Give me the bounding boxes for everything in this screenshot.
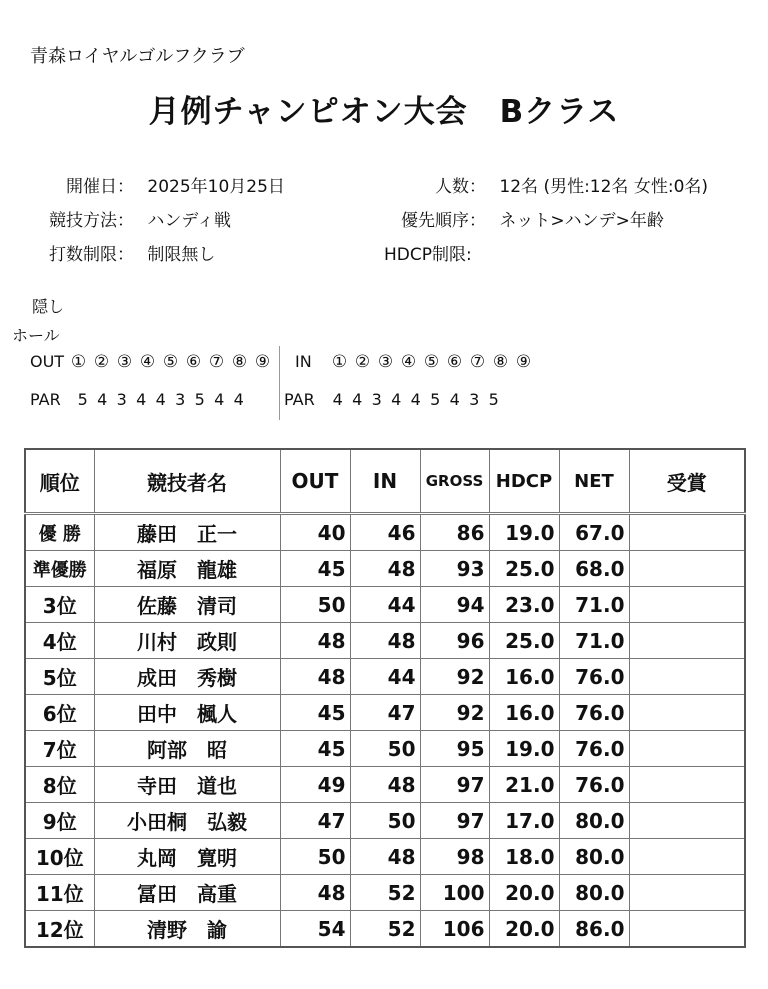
cell-hdcp: 19.0 [489, 514, 559, 551]
hdcp-limit-label: HDCP制限: [384, 245, 472, 265]
cell-award [629, 659, 745, 695]
cell-out: 40 [280, 514, 350, 551]
cell-hdcp: 16.0 [489, 659, 559, 695]
count-label: 人数： [435, 177, 486, 197]
in-hole: ④ [400, 352, 417, 372]
table-row [25, 551, 745, 587]
out-hole: ② [93, 352, 110, 372]
cell-hdcp: 17.0 [489, 803, 559, 839]
cell-rank: 4位 [25, 623, 94, 659]
cell-out: 45 [280, 695, 350, 731]
out-hole: ⑤ [162, 352, 179, 372]
cell-player-name: 藤田 正一 [94, 514, 280, 551]
table-row [25, 731, 745, 767]
out-hole: ① [70, 352, 87, 372]
cell-hdcp: 18.0 [489, 839, 559, 875]
col-header-net: NET [559, 449, 629, 514]
in-hole: ⑤ [423, 352, 440, 372]
cell-net: 80.0 [559, 875, 629, 911]
date-label: 開催日： [66, 177, 134, 197]
cell-gross: 92 [420, 695, 489, 731]
cell-net: 76.0 [559, 659, 629, 695]
cell-player-name: 小田桐 弘毅 [94, 803, 280, 839]
cell-net: 86.0 [559, 911, 629, 948]
cell-player-name: 川村 政則 [94, 623, 280, 659]
cell-award [629, 551, 745, 587]
cell-in: 50 [350, 803, 420, 839]
cell-rank: 11位 [25, 875, 94, 911]
in-par-value: 4 [332, 390, 343, 409]
cell-gross: 95 [420, 731, 489, 767]
cell-player-name: 丸岡 寛明 [94, 839, 280, 875]
cell-net: 80.0 [559, 839, 629, 875]
cell-award [629, 839, 745, 875]
in-label: IN [295, 352, 312, 371]
out-par-label: PAR [30, 390, 61, 409]
cell-award [629, 803, 745, 839]
cell-rank: 10位 [25, 839, 94, 875]
cell-gross: 97 [420, 767, 489, 803]
cell-rank: 3位 [25, 587, 94, 623]
cell-award [629, 623, 745, 659]
cell-in: 50 [350, 731, 420, 767]
cell-net: 71.0 [559, 623, 629, 659]
count-value: 12名 (男性:12名 女性:0名) [499, 177, 709, 197]
method-row [30, 206, 231, 231]
cell-player-name: 寺田 道也 [94, 767, 280, 803]
col-header-rank: 順位 [25, 449, 94, 514]
cell-net: 76.0 [559, 767, 629, 803]
in-par-row [284, 390, 504, 409]
cell-in: 48 [350, 623, 420, 659]
cell-in: 44 [350, 587, 420, 623]
table-row [25, 767, 745, 803]
cell-out: 48 [280, 623, 350, 659]
cell-out: 50 [280, 839, 350, 875]
priority-row [384, 206, 664, 231]
cell-net: 68.0 [559, 551, 629, 587]
cell-out: 49 [280, 767, 350, 803]
in-par-value: 5 [430, 390, 441, 409]
cell-player-name: 冨田 高重 [94, 875, 280, 911]
in-par-value: 4 [352, 390, 363, 409]
cell-in: 48 [350, 551, 420, 587]
table-row [25, 839, 745, 875]
out-hole: ⑨ [254, 352, 271, 372]
out-in-divider [279, 346, 280, 420]
cell-out: 54 [280, 911, 350, 948]
cell-out: 48 [280, 875, 350, 911]
cell-in: 52 [350, 875, 420, 911]
cell-hdcp: 25.0 [489, 623, 559, 659]
cell-award [629, 911, 745, 948]
out-par-value: 5 [194, 390, 205, 409]
in-holes-row [295, 352, 535, 372]
out-par-value: 3 [175, 390, 186, 409]
cell-award [629, 875, 745, 911]
out-hole: ④ [139, 352, 156, 372]
hole-label: ホール [12, 326, 60, 345]
col-header-in: IN [350, 449, 420, 514]
out-par-value: 4 [233, 390, 244, 409]
col-header-hdcp: HDCP [489, 449, 559, 514]
cell-in: 46 [350, 514, 420, 551]
in-par-value: 4 [449, 390, 460, 409]
out-par-row [30, 390, 249, 409]
method-label: 競技方法： [49, 211, 134, 231]
cell-gross: 96 [420, 623, 489, 659]
table-row [25, 875, 745, 911]
col-header-gross: GROSS [420, 449, 489, 514]
cell-player-name: 成田 秀樹 [94, 659, 280, 695]
cell-net: 80.0 [559, 803, 629, 839]
date-value: 2025年10月25日 [147, 177, 285, 197]
results-table [24, 448, 746, 948]
cell-gross: 100 [420, 875, 489, 911]
out-par-value: 3 [116, 390, 127, 409]
cell-hdcp: 25.0 [489, 551, 559, 587]
cell-gross: 97 [420, 803, 489, 839]
out-par-value: 4 [214, 390, 225, 409]
in-hole: ① [331, 352, 348, 372]
page-title: 月例チャンピオン大会 Bクラス [148, 94, 620, 130]
cell-in: 47 [350, 695, 420, 731]
table-row [25, 803, 745, 839]
cell-rank: 8位 [25, 767, 94, 803]
col-header-out: OUT [280, 449, 350, 514]
out-holes-row [30, 352, 274, 372]
in-hole: ② [354, 352, 371, 372]
cell-rank: 12位 [25, 911, 94, 948]
cell-hdcp: 20.0 [489, 875, 559, 911]
cell-player-name: 阿部 昭 [94, 731, 280, 767]
cell-award [629, 514, 745, 551]
out-hole: ⑥ [185, 352, 202, 372]
method-value: ハンディ戦 [147, 211, 232, 231]
in-par-label: PAR [284, 390, 315, 409]
cell-in: 48 [350, 839, 420, 875]
cell-rank: 9位 [25, 803, 94, 839]
in-par-value: 4 [391, 390, 402, 409]
col-header-award: 受賞 [629, 449, 745, 514]
in-hole: ⑨ [515, 352, 532, 372]
table-row [25, 659, 745, 695]
out-par-value: 4 [155, 390, 166, 409]
in-par-value: 5 [488, 390, 499, 409]
cell-gross: 86 [420, 514, 489, 551]
cell-player-name: 田中 楓人 [94, 695, 280, 731]
out-par-value: 5 [77, 390, 88, 409]
cell-hdcp: 23.0 [489, 587, 559, 623]
cell-award [629, 731, 745, 767]
cell-out: 48 [280, 659, 350, 695]
cell-out: 50 [280, 587, 350, 623]
cell-gross: 92 [420, 659, 489, 695]
cell-rank: 7位 [25, 731, 94, 767]
cell-award [629, 695, 745, 731]
cell-net: 71.0 [559, 587, 629, 623]
cell-net: 67.0 [559, 514, 629, 551]
cell-in: 48 [350, 767, 420, 803]
cell-hdcp: 20.0 [489, 911, 559, 948]
cell-hdcp: 16.0 [489, 695, 559, 731]
limit-label: 打数制限： [49, 245, 134, 265]
cell-gross: 98 [420, 839, 489, 875]
cell-rank: 5位 [25, 659, 94, 695]
table-row [25, 911, 745, 948]
in-par-value: 3 [469, 390, 480, 409]
cell-hdcp: 19.0 [489, 731, 559, 767]
hidden-hole-label: 隠し [32, 297, 65, 316]
cell-player-name: 福原 龍雄 [94, 551, 280, 587]
in-par-value: 3 [371, 390, 382, 409]
table-row [25, 587, 745, 623]
in-hole: ⑧ [492, 352, 509, 372]
out-hole: ⑧ [231, 352, 248, 372]
cell-in: 44 [350, 659, 420, 695]
cell-award [629, 587, 745, 623]
cell-hdcp: 21.0 [489, 767, 559, 803]
out-par-value: 4 [97, 390, 108, 409]
limit-value: 制限無し [147, 245, 216, 265]
col-header-name: 競技者名 [94, 449, 280, 514]
out-hole: ⑦ [208, 352, 225, 372]
cell-gross: 93 [420, 551, 489, 587]
cell-net: 76.0 [559, 695, 629, 731]
in-hole: ⑦ [469, 352, 486, 372]
table-row [25, 623, 745, 659]
table-row [25, 514, 745, 551]
out-label: OUT [30, 352, 65, 371]
cell-rank: 6位 [25, 695, 94, 731]
count-row [384, 172, 708, 197]
table-row [25, 695, 745, 731]
club-name: 青森ロイヤルゴルフクラブ [30, 46, 245, 67]
in-par-value: 4 [410, 390, 421, 409]
priority-label: 優先順序： [401, 211, 486, 231]
limit-row [30, 240, 215, 265]
cell-player-name: 佐藤 清司 [94, 587, 280, 623]
cell-award [629, 767, 745, 803]
cell-rank: 優 勝 [25, 514, 94, 551]
cell-out: 45 [280, 731, 350, 767]
cell-net: 76.0 [559, 731, 629, 767]
table-header-row [25, 449, 745, 514]
cell-rank: 準優勝 [25, 551, 94, 587]
priority-value: ネット>ハンデ>年齢 [499, 211, 664, 231]
in-hole: ⑥ [446, 352, 463, 372]
cell-gross: 106 [420, 911, 489, 948]
in-hole: ③ [377, 352, 394, 372]
cell-out: 47 [280, 803, 350, 839]
cell-in: 52 [350, 911, 420, 948]
hdcp-limit-row [384, 240, 472, 265]
date-row [30, 172, 285, 197]
cell-gross: 94 [420, 587, 489, 623]
out-hole: ③ [116, 352, 133, 372]
cell-player-name: 清野 諭 [94, 911, 280, 948]
out-par-value: 4 [136, 390, 147, 409]
cell-out: 45 [280, 551, 350, 587]
